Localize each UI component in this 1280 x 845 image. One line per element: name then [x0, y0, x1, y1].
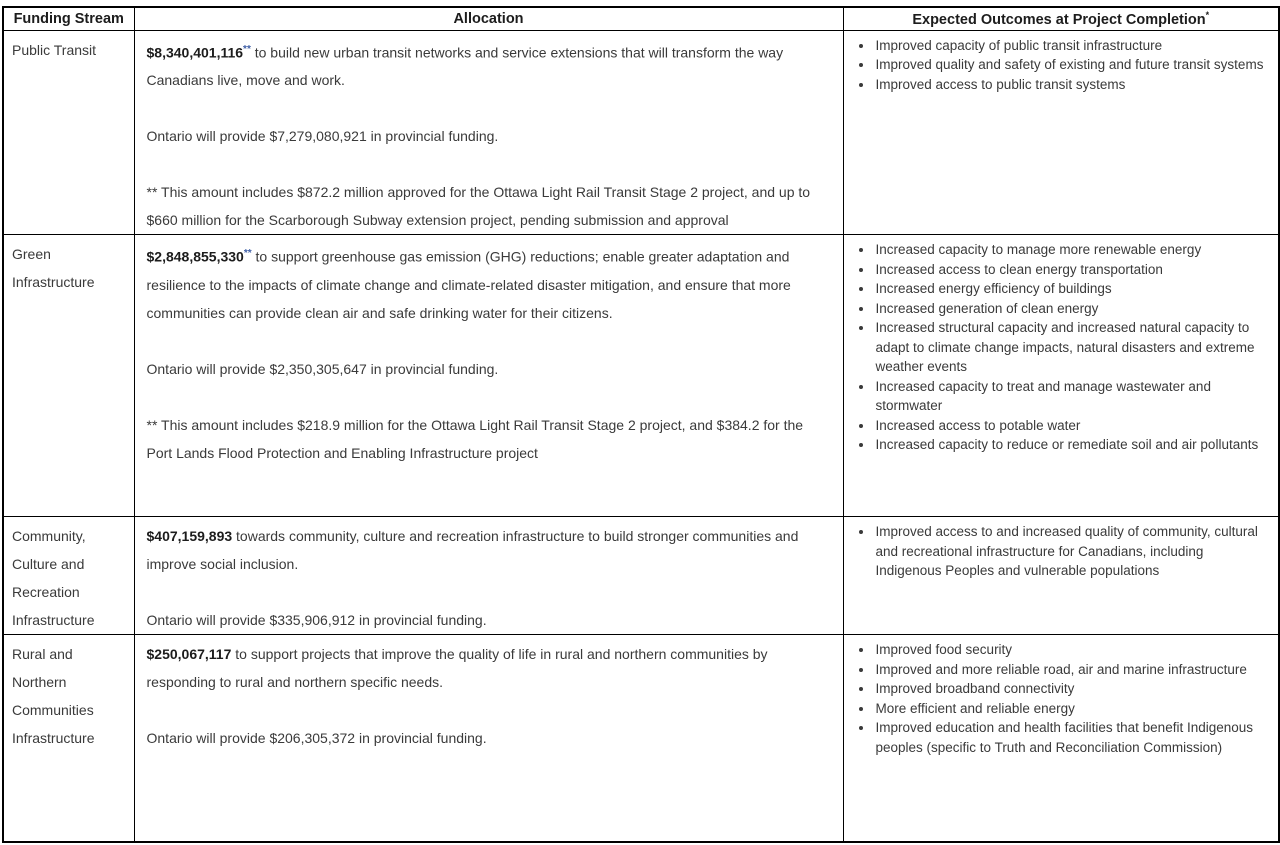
- table-row-public-transit: [3, 30, 1279, 235]
- table-row-green-infrastructure: [3, 235, 1279, 517]
- table-header: [3, 7, 1279, 30]
- outcomes-list: [852, 240, 1267, 455]
- allocation-cell: [134, 635, 843, 842]
- funding-stream-cell: Green Infrastructure: [3, 235, 134, 517]
- allocation-amount: $8,340,401,116: [146, 44, 244, 61]
- allocation-amount: $250,067,117: [146, 646, 232, 663]
- allocation-paragraph: [147, 240, 829, 327]
- outcome-item: • Improved food security: [874, 640, 1267, 660]
- outcome-item: • Increased generation of clean energy: [874, 299, 1267, 319]
- col-header-funding-stream: [3, 7, 134, 30]
- table-row-rural-northern-communities: [3, 635, 1279, 842]
- col-header-allocation: [134, 7, 843, 30]
- provincial-funding-text: Ontario will provide $335,906,912 in provincial funding.: [146, 612, 487, 629]
- outcome-item: • Increased access to clean energy transportation: [874, 260, 1267, 280]
- funding-stream-cell: Community, Culture and Recreation Infrastructure: [3, 517, 134, 635]
- outcome-item: • Improved education and health facilities that benefit Indigenous peoples (specific to Truth and Reconciliation Commission): [874, 718, 1267, 757]
- allocation-cell: [134, 517, 843, 635]
- outcome-item: • Increased capacity to manage more renewable energy: [874, 240, 1267, 260]
- allocation-paragraph: [147, 522, 829, 578]
- outcomes-list: [852, 522, 1267, 581]
- allocation-description: to support projects that improve the quality of life in rural and northern communities by responding to rural and northern specific needs.: [146, 646, 768, 691]
- outcome-item: • Increased capacity to treat and manage wastewater and stormwater: [874, 377, 1267, 416]
- outcomes-list: [852, 640, 1267, 757]
- outcome-item: • Improved access to public transit systems: [874, 75, 1267, 95]
- outcomes-cell: [843, 235, 1279, 517]
- allocation-cell: [134, 235, 843, 517]
- outcome-item: • Increased energy efficiency of buildings: [874, 279, 1267, 299]
- provincial-funding-text: Ontario will provide $206,305,372 in provincial funding.: [146, 730, 487, 747]
- outcome-item: • Increased access to potable water: [874, 416, 1267, 436]
- allocation-amount: $2,848,855,330: [146, 249, 244, 266]
- provincial-funding-text: Ontario will provide $2,350,305,647 in provincial funding.: [146, 361, 499, 378]
- allocation-paragraph: [147, 640, 829, 696]
- provincial-funding-text: Ontario will provide $7,279,080,921 in provincial funding.: [146, 128, 499, 145]
- col-header-funding-stream-label: Funding Stream: [13, 10, 124, 27]
- col-header-outcomes-label: Expected Outcomes at Project Completion: [912, 11, 1206, 28]
- allocation-cell: [134, 30, 843, 235]
- outcomes-cell: [843, 30, 1279, 235]
- header-row: [3, 7, 1279, 30]
- outcome-item: • Improved capacity of public transit infrastructure: [874, 36, 1267, 56]
- outcome-item: • Improved access to and increased quality of community, cultural and recreational infrastructure for Canadians, including Indigenous Peoples and vulnerable populations: [874, 522, 1267, 581]
- funding-stream-cell: Public Transit: [3, 30, 134, 235]
- col-header-outcomes: [843, 7, 1279, 30]
- outcomes-cell: [843, 635, 1279, 842]
- outcome-item: • Improved quality and safety of existing and future transit systems: [874, 55, 1267, 75]
- outcome-item: • More efficient and reliable energy: [874, 699, 1267, 719]
- footnote-marker: **: [243, 248, 252, 260]
- footnote-text: ** This amount includes $872.2 million approved for the Ottawa Light Rail Transit Stage 2 project, and up to $660 million for the Scarborough Subway extension project, pending submission and approval: [146, 184, 811, 229]
- outcome-item: • Improved broadband connectivity: [874, 679, 1267, 699]
- allocation-description: towards community, culture and recreation infrastructure to build stronger communities and improve social inclusion.: [146, 528, 799, 573]
- outcomes-cell: [843, 517, 1279, 635]
- funding-stream-cell: Rural and Northern Communities Infrastructure: [3, 635, 134, 842]
- outcomes-list: [852, 36, 1267, 95]
- footnote-text: ** This amount includes $218.9 million for the Ottawa Light Rail Transit Stage 2 project, and $384.2 for the Port Lands Flood Protection and Enabling Infrastructure project: [146, 417, 804, 462]
- allocation-paragraph: [147, 36, 829, 95]
- table-row-community-culture-recreation: [3, 517, 1279, 635]
- funding-allocation-table: [2, 6, 1280, 843]
- outcome-item: • Improved and more reliable road, air and marine infrastructure: [874, 660, 1267, 680]
- allocation-description: to support greenhouse gas emission (GHG) reductions; enable greater adaptation and resilience to the impacts of climate change and climate-related disaster mitigation, and ensure that more communities can provide clean air and safe drinking water for their citizens.: [146, 249, 791, 322]
- allocation-description: to build new urban transit networks and service extensions that will transform the way Canadians live, move and work.: [146, 44, 784, 89]
- outcome-item: • Increased capacity to reduce or remediate soil and air pollutants: [874, 435, 1267, 455]
- header-asterisk: *: [1205, 10, 1210, 20]
- table-body: [3, 30, 1279, 842]
- outcome-item: • Increased structural capacity and increased natural capacity to adapt to climate change impacts, natural disasters and extreme weather events: [874, 318, 1267, 377]
- col-header-allocation-label: Allocation: [453, 10, 524, 27]
- allocation-amount: $407,159,893: [146, 528, 233, 545]
- footnote-marker: **: [243, 43, 251, 55]
